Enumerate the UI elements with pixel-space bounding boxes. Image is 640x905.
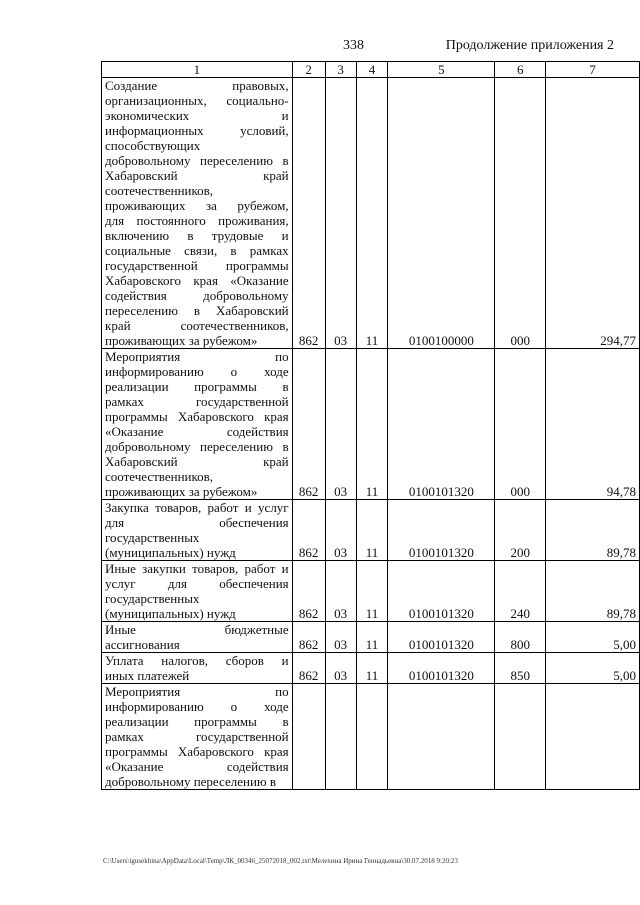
description-line: информированию о ходе bbox=[105, 699, 289, 714]
description-line: организационных, социально- bbox=[105, 93, 289, 108]
description-line: для обеспечения bbox=[105, 515, 289, 530]
description-line: край соотечественников, bbox=[105, 318, 289, 333]
description-line: государственных bbox=[105, 530, 200, 545]
description-line: экономических и bbox=[105, 108, 289, 123]
description-line: рамках государственной bbox=[105, 729, 289, 744]
cell-expense-type bbox=[495, 684, 546, 790]
description-line: (муниципальных) нужд bbox=[105, 606, 236, 621]
description-line: программы Хабаровского края bbox=[105, 744, 289, 759]
cell-amount bbox=[546, 684, 640, 790]
cell-amount: 89,78 bbox=[546, 500, 640, 561]
description-line: Уплата налогов, сборов и bbox=[105, 653, 289, 668]
description-line: «Оказание содействия bbox=[105, 759, 289, 774]
description-line: способствующих bbox=[105, 138, 201, 153]
table-row bbox=[102, 684, 640, 790]
description-line: Хабаровского края «Оказание bbox=[105, 273, 289, 288]
col-header-3: 3 bbox=[325, 62, 356, 78]
description-line: Закупка товаров, работ и услуг bbox=[105, 500, 289, 515]
cell-target-item: 0100101320 bbox=[388, 500, 495, 561]
description-line: добровольному переселению в bbox=[105, 153, 289, 168]
file-path-footer: C:\Users\igusekhina\AppData\Local\Temp\ЛК_00346_25072018_002.txt\Мелехина Ирина Геннадьевна\30.07.2018 9:20:23 bbox=[103, 857, 458, 865]
description-line: Хабаровский край bbox=[105, 454, 289, 469]
cell-department: 862 bbox=[292, 500, 325, 561]
description-line: иных платежей bbox=[105, 668, 190, 683]
cell-department bbox=[292, 684, 325, 790]
description-line: добровольному переселению в bbox=[105, 774, 276, 789]
description-line: реализации программы в bbox=[105, 379, 289, 394]
description-line: социальные связи, в рамках bbox=[105, 243, 289, 258]
cell-target-item: 0100101320 bbox=[388, 561, 495, 622]
col-header-7: 7 bbox=[546, 62, 640, 78]
col-header-5: 5 bbox=[388, 62, 495, 78]
cell-section: 03 bbox=[325, 653, 356, 684]
cell-subsection: 11 bbox=[356, 653, 388, 684]
description-line: Хабаровский край bbox=[105, 168, 289, 183]
table-row bbox=[102, 349, 640, 500]
description-line: соотечественников, bbox=[105, 469, 214, 484]
description-line: Иные закупки товаров, работ и bbox=[105, 561, 289, 576]
cell-amount: 5,00 bbox=[546, 622, 640, 653]
cell-expense-type: 240 bbox=[495, 561, 546, 622]
description-line: соотечественников, bbox=[105, 183, 214, 198]
description-line: «Оказание содействия bbox=[105, 424, 289, 439]
cell-department: 862 bbox=[292, 78, 325, 349]
table-body bbox=[102, 78, 640, 790]
description-line: переселению в Хабаровский bbox=[105, 303, 289, 318]
description-line: содействия добровольному bbox=[105, 288, 289, 303]
description-line: государственных bbox=[105, 591, 200, 606]
description-line: рамках государственной bbox=[105, 394, 289, 409]
cell-section: 03 bbox=[325, 349, 356, 500]
table-row bbox=[102, 561, 640, 622]
cell-section bbox=[325, 684, 356, 790]
page-number: 338 bbox=[343, 38, 364, 53]
cell-department: 862 bbox=[292, 622, 325, 653]
table-row bbox=[102, 622, 640, 653]
col-header-1: 1 bbox=[102, 62, 293, 78]
cell-target-item: 0100101320 bbox=[388, 349, 495, 500]
cell-amount: 89,78 bbox=[546, 561, 640, 622]
description-line: включению в трудовые и bbox=[105, 228, 289, 243]
cell-amount: 294,77 bbox=[546, 78, 640, 349]
description-line: Мероприятия по bbox=[105, 349, 289, 364]
cell-section: 03 bbox=[325, 622, 356, 653]
row-description bbox=[102, 653, 293, 684]
description-line: проживающих за рубежом, bbox=[105, 198, 289, 213]
description-line: услуг для обеспечения bbox=[105, 576, 289, 591]
row-description bbox=[102, 561, 293, 622]
description-line: добровольному переселению в bbox=[105, 439, 289, 454]
cell-target-item: 0100101320 bbox=[388, 653, 495, 684]
cell-subsection: 11 bbox=[356, 622, 388, 653]
description-line: ассигнования bbox=[105, 637, 180, 652]
description-line: информированию о ходе bbox=[105, 364, 289, 379]
cell-amount: 94,78 bbox=[546, 349, 640, 500]
cell-section: 03 bbox=[325, 500, 356, 561]
cell-department: 862 bbox=[292, 561, 325, 622]
description-line: проживающих за рубежом» bbox=[105, 333, 258, 348]
description-line: Создание правовых, bbox=[105, 78, 289, 93]
row-description bbox=[102, 622, 293, 653]
cell-subsection: 11 bbox=[356, 349, 388, 500]
cell-expense-type: 800 bbox=[495, 622, 546, 653]
col-header-2: 2 bbox=[292, 62, 325, 78]
table-row bbox=[102, 653, 640, 684]
row-description bbox=[102, 78, 293, 349]
description-line: (муниципальных) нужд bbox=[105, 545, 236, 560]
description-line: реализации программы в bbox=[105, 714, 289, 729]
cell-target-item: 0100101320 bbox=[388, 622, 495, 653]
description-line: информационных условий, bbox=[105, 123, 289, 138]
cell-department: 862 bbox=[292, 349, 325, 500]
description-line: проживающих за рубежом» bbox=[105, 484, 258, 499]
cell-subsection: 11 bbox=[356, 561, 388, 622]
description-line: Мероприятия по bbox=[105, 684, 289, 699]
cell-subsection: 11 bbox=[356, 500, 388, 561]
cell-section: 03 bbox=[325, 561, 356, 622]
cell-department: 862 bbox=[292, 653, 325, 684]
cell-target-item bbox=[388, 684, 495, 790]
budget-table bbox=[101, 61, 640, 790]
continuation-label: Продолжение приложения 2 bbox=[445, 38, 614, 53]
cell-amount: 5,00 bbox=[546, 653, 640, 684]
cell-section: 03 bbox=[325, 78, 356, 349]
table-row bbox=[102, 78, 640, 349]
description-line: Иные бюджетные bbox=[105, 622, 289, 637]
col-header-6: 6 bbox=[495, 62, 546, 78]
row-description bbox=[102, 684, 293, 790]
description-line: программы Хабаровского края bbox=[105, 409, 289, 424]
table-row bbox=[102, 500, 640, 561]
header-row bbox=[102, 62, 640, 78]
row-description bbox=[102, 349, 293, 500]
cell-expense-type: 000 bbox=[495, 78, 546, 349]
cell-subsection bbox=[356, 684, 388, 790]
col-header-4: 4 bbox=[356, 62, 388, 78]
row-description bbox=[102, 500, 293, 561]
cell-expense-type: 850 bbox=[495, 653, 546, 684]
cell-expense-type: 000 bbox=[495, 349, 546, 500]
description-line: государственной программы bbox=[105, 258, 289, 273]
description-line: для постоянного проживания, bbox=[105, 213, 289, 228]
cell-target-item: 0100100000 bbox=[388, 78, 495, 349]
cell-subsection: 11 bbox=[356, 78, 388, 349]
cell-expense-type: 200 bbox=[495, 500, 546, 561]
